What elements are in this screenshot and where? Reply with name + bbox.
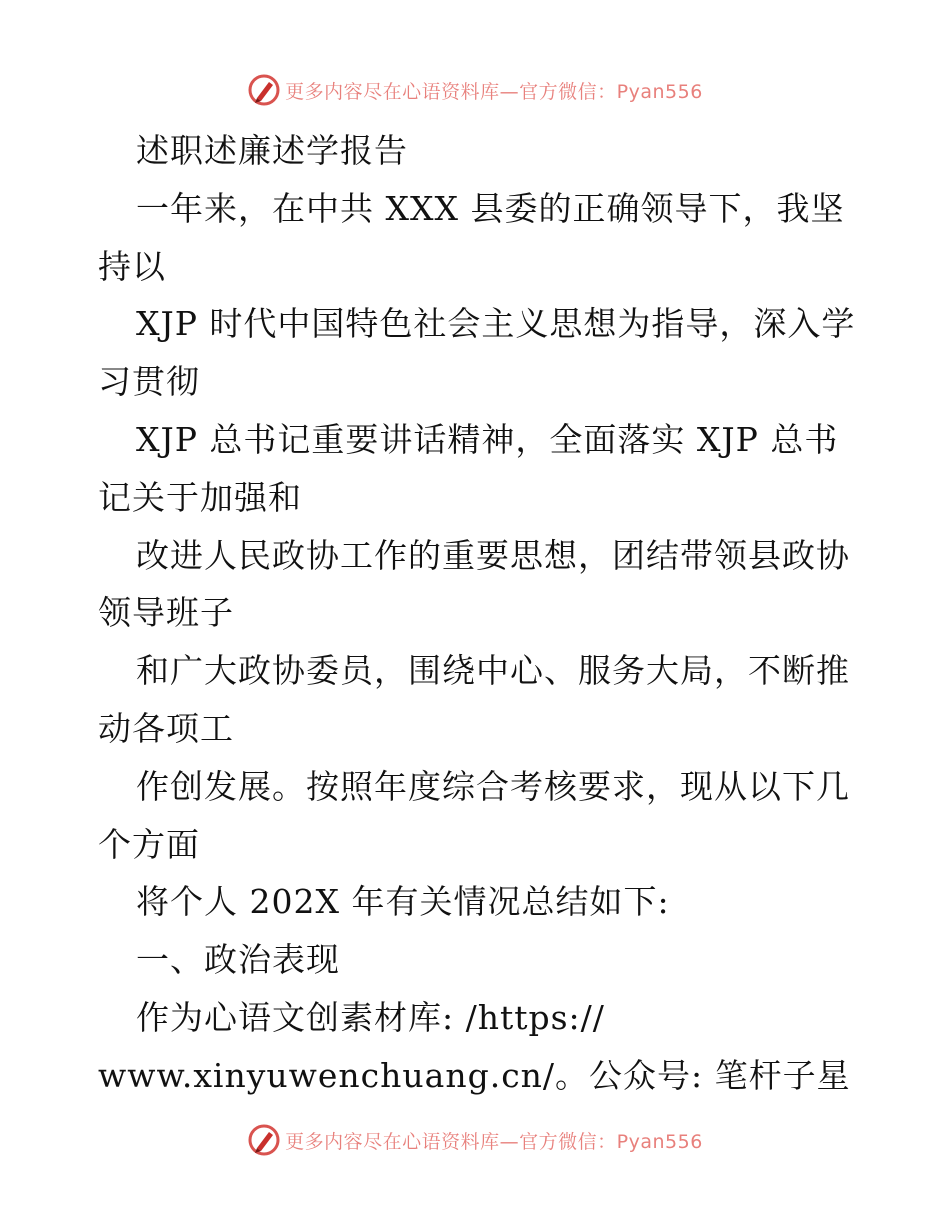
paragraph-line: 作创发展。按照年度综合考核要求，现从以下几 [136,766,850,806]
header-banner-text: 更多内容尽在心语资料库—官方微信：Pyan556 [285,80,703,103]
paragraph-line: 记关于加强和 [98,477,302,517]
paragraph-line: 将个人 202X 年有关情况总结如下: [136,882,670,922]
document-title: 述职述廉述学报告 [136,131,408,170]
red-pen-logo-icon [247,73,281,107]
paragraph-line: 习贯彻 [98,362,200,402]
paragraph-line: XJP 总书记重要讲话精神，全面落实 XJP 总书 [136,419,839,459]
document-body [98,122,858,1105]
paragraph-line: www.xinyuwenchuang.cn/。公众号: 笔杆子星 [98,1055,851,1095]
red-pen-logo-icon [247,1123,281,1157]
section-heading: 一、政治表现 [136,940,340,980]
header-banner [0,70,950,110]
footer-banner [0,1120,950,1160]
paragraph-line: 作为心语文创素材库: /https:// [136,997,605,1037]
paragraph-line: XJP 时代中国特色社会主义思想为指导，深入学 [136,304,856,344]
paragraph-line: 动各项工 [98,708,234,748]
footer-banner-text: 更多内容尽在心语资料库—官方微信：Pyan556 [285,1130,703,1153]
paragraph-line: 领导班子 [98,593,234,633]
paragraph-line: 一年来，在中共 XXX 县委的正确领导下，我坚 [136,188,845,228]
paragraph-line: 个方面 [98,824,200,864]
paragraph-line: 改进人民政协工作的重要思想，团结带领县政协 [136,535,850,575]
paragraph-line: 持以 [98,246,166,286]
paragraph-line: 和广大政协委员，围绕中心、服务大局，不断推 [136,651,850,691]
